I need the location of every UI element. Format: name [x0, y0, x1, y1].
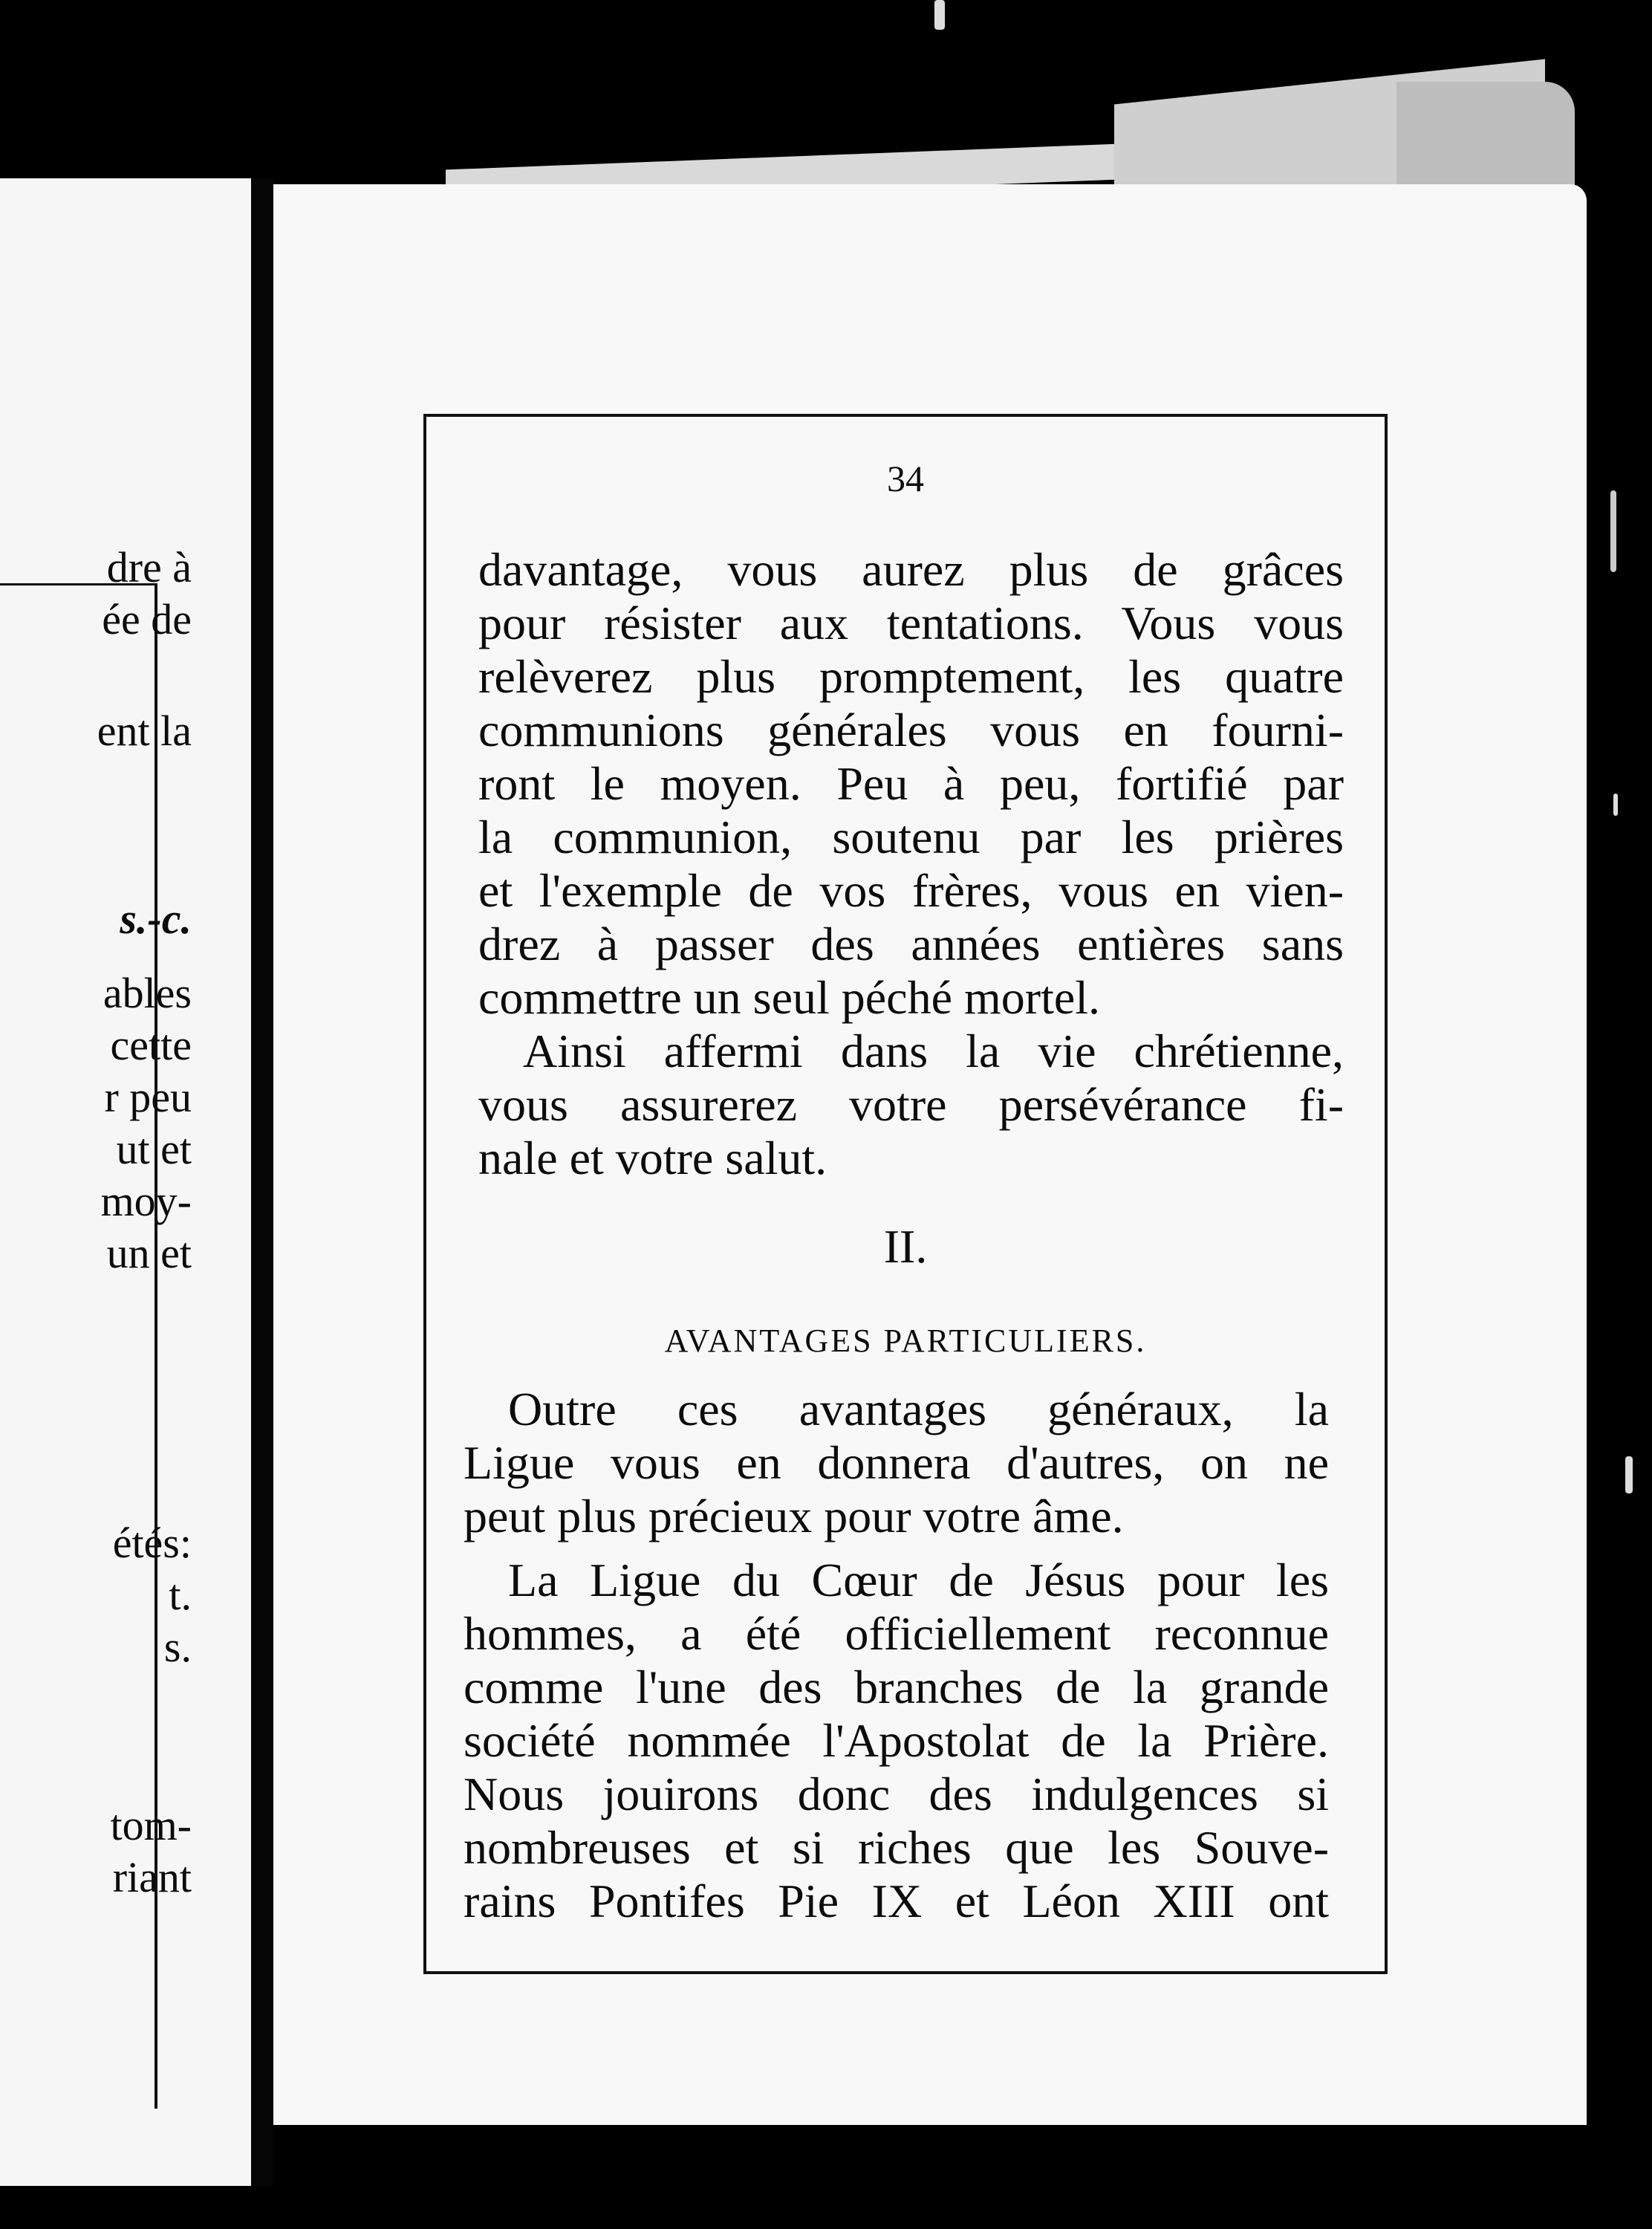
- text-line: Outre ces avantages généraux, la: [508, 1383, 1329, 1435]
- text-line: nombreuses et si riches que les Souve-: [464, 1821, 1329, 1874]
- left-text-fragment: ent la: [97, 707, 192, 755]
- section-number: II.: [883, 1220, 928, 1273]
- left-text-fragment: étés:: [112, 1519, 192, 1567]
- text-line: peut plus précieux pour votre âme.: [464, 1490, 1124, 1542]
- text-line: Ligue vous en donnera d'autres, on ne: [464, 1436, 1329, 1489]
- left-text-fragment: ée de: [102, 595, 192, 643]
- left-text-fragment: ut et: [116, 1125, 192, 1173]
- left-text-fragment: un et: [106, 1229, 192, 1277]
- text-line: hommes, a été officiellement reconnue: [464, 1607, 1329, 1660]
- book-gutter: [251, 178, 273, 2186]
- text-line: communions générales vous en fourni-: [478, 704, 1344, 756]
- section-title: AVANTAGES PARTICULIERS.: [664, 1323, 1147, 1359]
- left-text-fragment: s.: [163, 1623, 192, 1671]
- text-line: La Ligue du Cœur de Jésus pour les: [508, 1554, 1329, 1606]
- text-line: comme l'une des branches de la grande: [464, 1661, 1329, 1713]
- scan-speck: [1613, 794, 1618, 816]
- left-text-fragment: dre à: [106, 543, 192, 591]
- left-text-fragment: r peu: [104, 1073, 192, 1121]
- text-line: ront le moyen. Peu à peu, fortifié par: [478, 757, 1344, 810]
- left-text-fragment: tom-: [110, 1801, 192, 1849]
- text-line: relèverez plus promptement, les quatre: [478, 650, 1344, 703]
- left-text-fragment: moy-: [100, 1177, 192, 1225]
- left-text-fragment: t.: [169, 1571, 192, 1619]
- scan-speck: [1625, 1456, 1633, 1493]
- text-line: et l'exemple de vos frères, vous en vien-: [478, 864, 1344, 917]
- text-frame: [423, 414, 1388, 1974]
- left-text-fragment: riant: [112, 1853, 192, 1901]
- text-line: Nous jouirons donc des indulgences si: [464, 1768, 1329, 1820]
- scan-speck: [1610, 490, 1616, 572]
- text-line: société nommée l'Apostolat de la Prière.: [464, 1714, 1329, 1767]
- left-page: [0, 178, 251, 2186]
- page-stack-edge: [1396, 82, 1575, 201]
- page-number: 34: [887, 458, 924, 499]
- text-line: davantage, vous aurez plus de grâces: [478, 543, 1344, 596]
- text-line: drez à passer des années entières sans: [478, 918, 1344, 970]
- left-text-fragment: cette: [110, 1021, 192, 1069]
- text-line: pour résister aux tentations. Vous vous: [478, 597, 1344, 649]
- text-line: vous assurerez votre persévérance fi-: [478, 1078, 1344, 1131]
- text-line: commettre un seul péché mortel.: [478, 971, 1101, 1024]
- text-line: rains Pontifes Pie IX et Léon XIII ont: [464, 1875, 1329, 1927]
- left-text-fragment: s.-c.: [120, 895, 192, 943]
- scan-speck: [934, 0, 945, 30]
- left-text-fragment: ables: [103, 969, 192, 1017]
- text-line: Ainsi affermi dans la vie chrétienne,: [523, 1025, 1344, 1077]
- text-line: la communion, soutenu par les prières: [478, 811, 1344, 863]
- text-line: nale et votre salut.: [478, 1132, 827, 1184]
